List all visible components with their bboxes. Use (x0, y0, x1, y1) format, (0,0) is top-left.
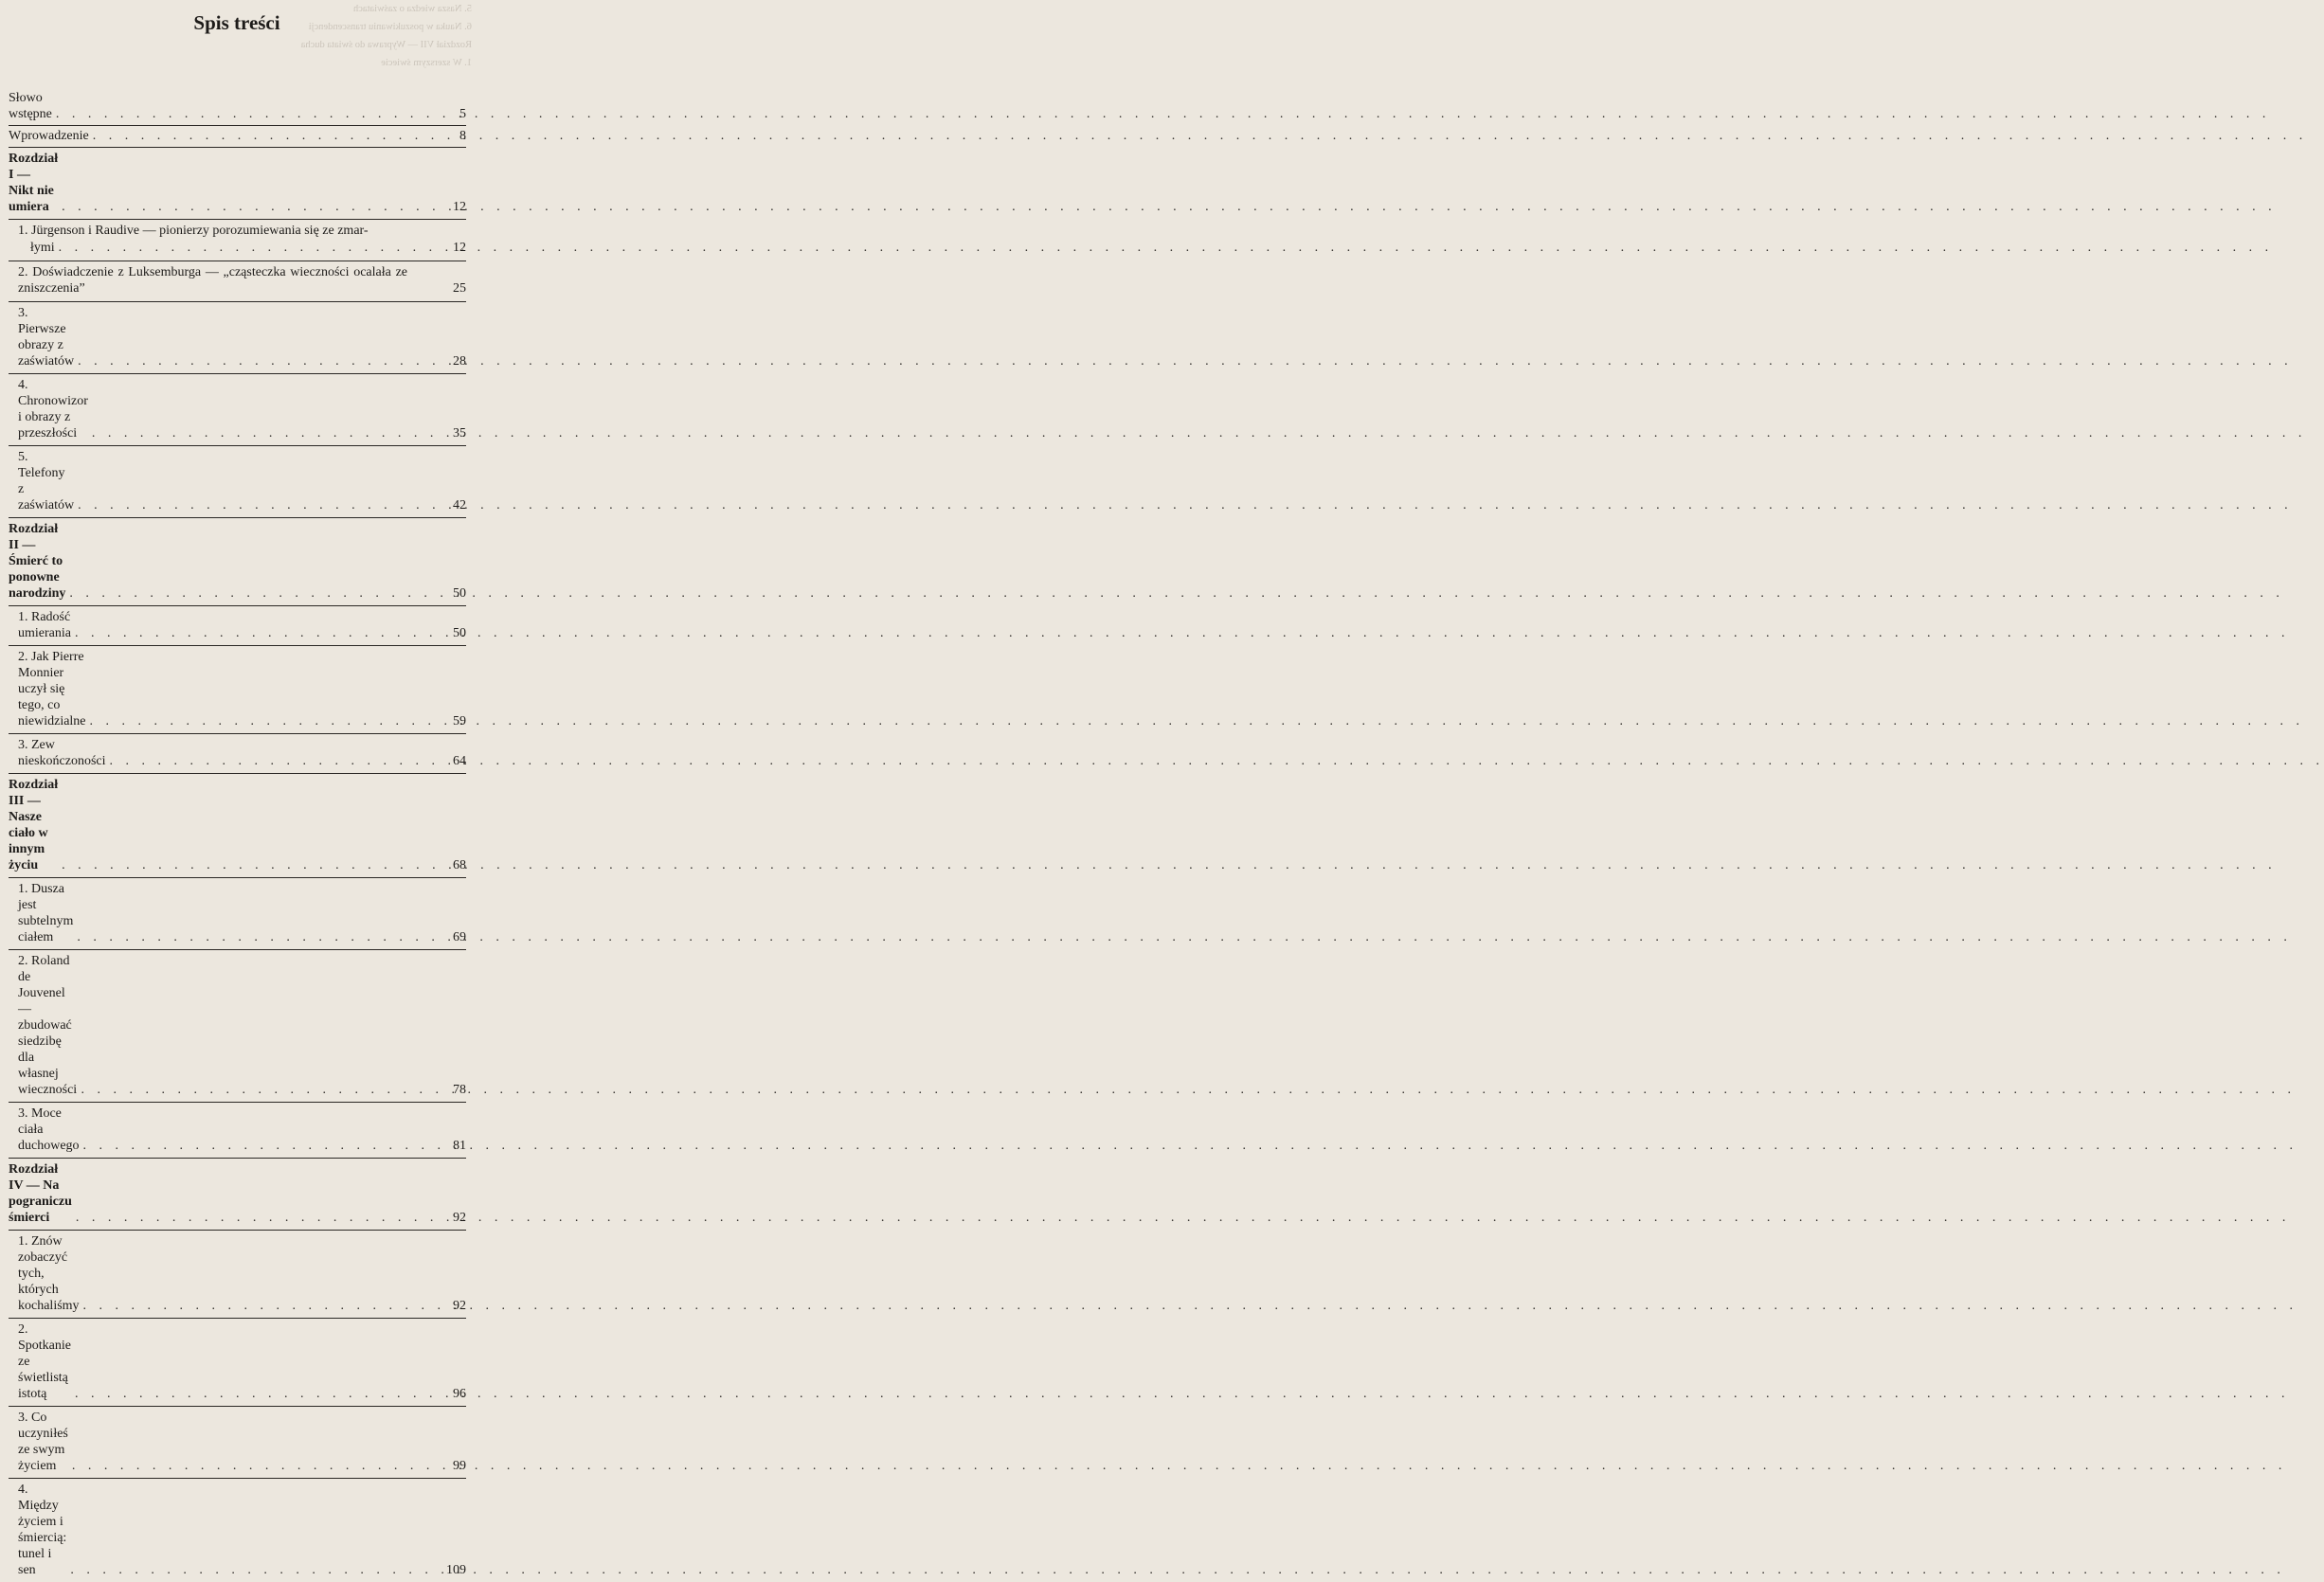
toc-entry-label: 3. Zew nieskończoności (18, 738, 106, 768)
toc-entry-page: 12 (453, 200, 466, 214)
leader-dots (83, 1298, 441, 1314)
toc-entry-page: 50 (453, 626, 466, 640)
toc-entry-label: Rozdział IV — Na pograniczu śmierci (9, 1162, 72, 1225)
leader-dots (76, 1210, 441, 1226)
toc-entry-page: 50 (453, 586, 466, 601)
page-title: Spis treści (193, 11, 280, 34)
toc-entry[interactable] (9, 949, 466, 1102)
leader-dots (59, 240, 441, 256)
leader-dots (62, 857, 441, 873)
leader-dots (72, 1458, 441, 1474)
toc-entry-label: 2. Roland de Jouvenel — zbudować siedzibę dla własnej wieczności (18, 954, 78, 1097)
toc-entry[interactable] (9, 1478, 466, 1582)
toc-entry-page: 78 (453, 1083, 466, 1097)
leader-dots (75, 625, 441, 641)
toc-entry[interactable] (9, 301, 466, 373)
toc-entry-label: 1. Jürgenson i Raudive — pionierzy porozumiewania się ze zmar- (18, 224, 369, 238)
leader-dots (93, 128, 441, 144)
toc-entry[interactable] (9, 645, 466, 733)
leader-dots (56, 106, 441, 122)
ghost-line: 1. W szerszym świecie (381, 58, 472, 68)
toc-entry[interactable] (9, 373, 466, 445)
toc-entry-label: 4. Między życiem i śmiercią: tunel i sen (18, 1483, 67, 1577)
toc-entry[interactable] (9, 1230, 466, 1318)
toc-entry-page: 99 (453, 1459, 466, 1473)
toc-entry-page: 68 (453, 858, 466, 872)
leader-dots (78, 353, 441, 369)
toc-entry-label: Rozdział III — Nasze ciało w innym życiu (9, 778, 59, 872)
toc-entry-label: 1. Znów zobaczyć tych, których kochaliśmy (18, 1234, 80, 1313)
toc-entry-page: 69 (453, 930, 466, 944)
toc-entry[interactable] (9, 88, 466, 125)
leader-dots (92, 425, 441, 441)
toc-entry-label: 3. Co uczyniłeś ze swym życiem (18, 1411, 68, 1473)
toc-entry-page: 92 (453, 1299, 466, 1313)
leader-dots (83, 1138, 441, 1154)
toc-entry[interactable] (9, 1318, 466, 1406)
toc-entry-label-cont: łymi (30, 241, 55, 255)
toc-entry[interactable] (9, 877, 466, 949)
toc-entry-page: 12 (453, 241, 466, 255)
toc-chapter[interactable] (9, 517, 466, 605)
toc-entry[interactable] (9, 1406, 466, 1478)
toc-entry[interactable] (9, 445, 466, 517)
toc-entry-label: 3. Pierwsze obrazy z zaświatów (18, 306, 75, 369)
toc-entry-page: 96 (453, 1387, 466, 1401)
toc-entry[interactable] (9, 261, 466, 301)
toc-entry-page: 59 (453, 714, 466, 728)
ghost-line: 6. Nauka w poszukiwaniu transcendencji (308, 22, 472, 32)
toc-entry-page: 42 (453, 498, 466, 512)
ghost-line: Rozdział VII — Wyprawa do świata ducha (300, 40, 472, 50)
toc-entry-page: 8 (459, 129, 466, 143)
toc-entry-line (18, 239, 466, 261)
toc-entry-page: 109 (446, 1563, 466, 1577)
toc-chapter[interactable] (9, 147, 466, 219)
toc-entry[interactable] (9, 605, 466, 645)
toc-entry-label: Rozdział I — Nikt nie umiera (9, 152, 59, 214)
ghost-line: 5. Nasza wiedza o zaświatach (352, 4, 472, 14)
toc-entry-label: 1. Radość umierania (18, 610, 71, 640)
toc-entry-page: 28 (453, 354, 466, 369)
toc-entry[interactable] (9, 1102, 466, 1158)
table-of-contents (9, 88, 466, 1582)
leader-dots (78, 497, 441, 513)
toc-entry-page: 25 (453, 281, 466, 296)
toc-entry[interactable] (9, 125, 466, 147)
toc-entry-label: Rozdział II — Śmierć to ponowne narodziny (9, 522, 66, 601)
toc-entry-label: Słowo wstępne (9, 91, 52, 121)
leader-dots (62, 199, 441, 215)
leader-dots (69, 585, 441, 602)
toc-entry-page: 81 (453, 1139, 466, 1153)
toc-entry-label: 3. Moce ciała duchowego (18, 1106, 80, 1153)
toc-chapter[interactable] (9, 1158, 466, 1230)
leader-dots (70, 1562, 441, 1578)
leader-dots (77, 929, 441, 945)
toc-entry-label: 2. Doświadczenie z Luksemburga — „cząsteczka wieczności ocalała ze zniszczenia” (18, 265, 407, 296)
leader-dots (110, 753, 441, 769)
toc-entry-page: 64 (453, 754, 466, 768)
leader-dots (75, 1386, 441, 1402)
toc-entry-label: 2. Spotkanie ze świetlistą istotą (18, 1322, 71, 1401)
toc-entry[interactable] (9, 219, 466, 261)
toc-entry-label: Wprowadzenie (9, 129, 89, 143)
toc-entry-line (18, 261, 466, 301)
toc-entry-page: 5 (459, 107, 466, 121)
leader-dots (81, 1082, 441, 1098)
toc-chapter[interactable] (9, 773, 466, 877)
toc-entry-page: 35 (453, 426, 466, 440)
toc-entry-label: 1. Dusza jest subtelnym ciałem (18, 882, 74, 944)
toc-entry[interactable] (9, 733, 466, 773)
toc-entry-label: 5. Telefony z zaświatów (18, 450, 75, 512)
toc-entry-page: 92 (453, 1211, 466, 1225)
toc-entry-label: 2. Jak Pierre Monnier uczył się tego, co niewidzialne (18, 650, 86, 728)
toc-entry-label: 4. Chronowizor i obrazy z przeszłości (18, 378, 88, 440)
leader-dots (90, 713, 441, 729)
